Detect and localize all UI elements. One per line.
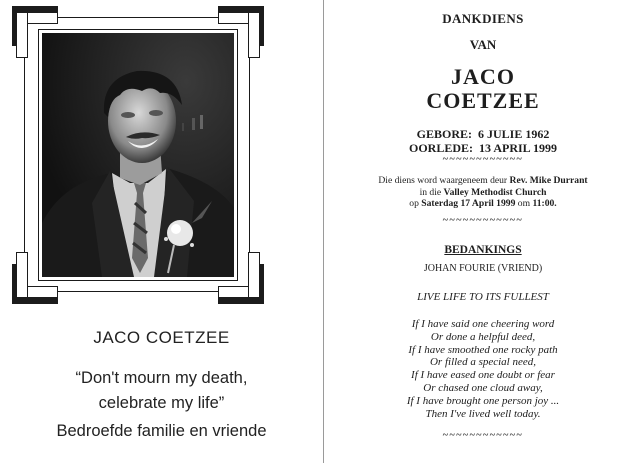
divider-2: ~~~~~~~~~~~~ <box>442 215 524 226</box>
van-label: VAN <box>469 37 497 52</box>
officiant-name: Rev. Mike Durrant <box>509 175 588 186</box>
thanks-heading: BEDANKINGS <box>444 244 522 256</box>
died-line <box>338 141 628 155</box>
deceased-name-caption: JACO COETZEE <box>93 328 230 347</box>
service-text: Die diens word waargeneem deur <box>378 175 510 186</box>
venue-name: Valley Methodist Church <box>443 186 547 198</box>
service-text: op <box>409 198 422 209</box>
poem-line: Then I've lived well today. <box>425 407 541 420</box>
poem-line: If I have said one cheering word <box>411 318 555 330</box>
service-line-1 <box>338 175 628 187</box>
life-dates <box>338 127 628 155</box>
surname: COETZEE <box>426 88 540 113</box>
poem <box>338 318 628 420</box>
poem-line: Or chased one cloud away, <box>423 381 543 394</box>
photo-frame <box>12 6 264 304</box>
divider-1: ~~~~~~~~~~~~ <box>442 154 524 165</box>
service-time: 11:00. <box>532 198 557 209</box>
frame-corner-top-right <box>218 6 264 52</box>
born-line <box>338 127 628 141</box>
service-details <box>338 175 628 210</box>
quote-line-2: celebrate my life” <box>98 394 225 412</box>
service-text: om <box>515 198 533 209</box>
frame-corner-bottom-right <box>218 258 264 304</box>
service-heading: DANKDIENS <box>442 11 524 26</box>
poem-title: LIVE LIFE TO ITS FULLEST <box>417 291 549 303</box>
card-fold-line <box>323 0 324 463</box>
divider-3: ~~~~~~~~~~~~ <box>442 430 524 441</box>
quote-line-1: “Don't mourn my death, <box>75 369 248 387</box>
service-line-2 <box>338 187 628 199</box>
poem-line: Or done a helpful deed, <box>430 330 536 343</box>
portrait-photo <box>42 33 234 277</box>
poem-line: If I have eased one doubt or fear <box>411 369 555 382</box>
family-signoff: Bedroefde familie en vriende <box>56 422 267 440</box>
poem-line: If I have brought one person joy ... <box>406 394 560 407</box>
frame-corner-top-left <box>12 6 58 52</box>
born-label: GEBORE: <box>416 127 472 141</box>
poem-line: Or filled a special need, <box>429 356 536 369</box>
born-date: 6 JULIE 1962 <box>478 127 550 141</box>
died-date: 13 APRIL 1999 <box>479 141 558 155</box>
frame-corner-bottom-left <box>12 258 58 304</box>
service-line-3 <box>338 198 628 210</box>
memorial-quote <box>0 366 323 416</box>
poem-line: If I have smoothed one rocky path <box>408 343 558 356</box>
portrait-illustration <box>42 33 234 277</box>
first-name: JACO <box>451 64 515 89</box>
service-date: Saterdag 17 April 1999 <box>421 198 516 209</box>
died-label: OORLEDE: <box>408 141 473 155</box>
service-text: in die <box>419 186 444 198</box>
thanks-name: JOHAN FOURIE (VRIEND) <box>423 263 543 274</box>
